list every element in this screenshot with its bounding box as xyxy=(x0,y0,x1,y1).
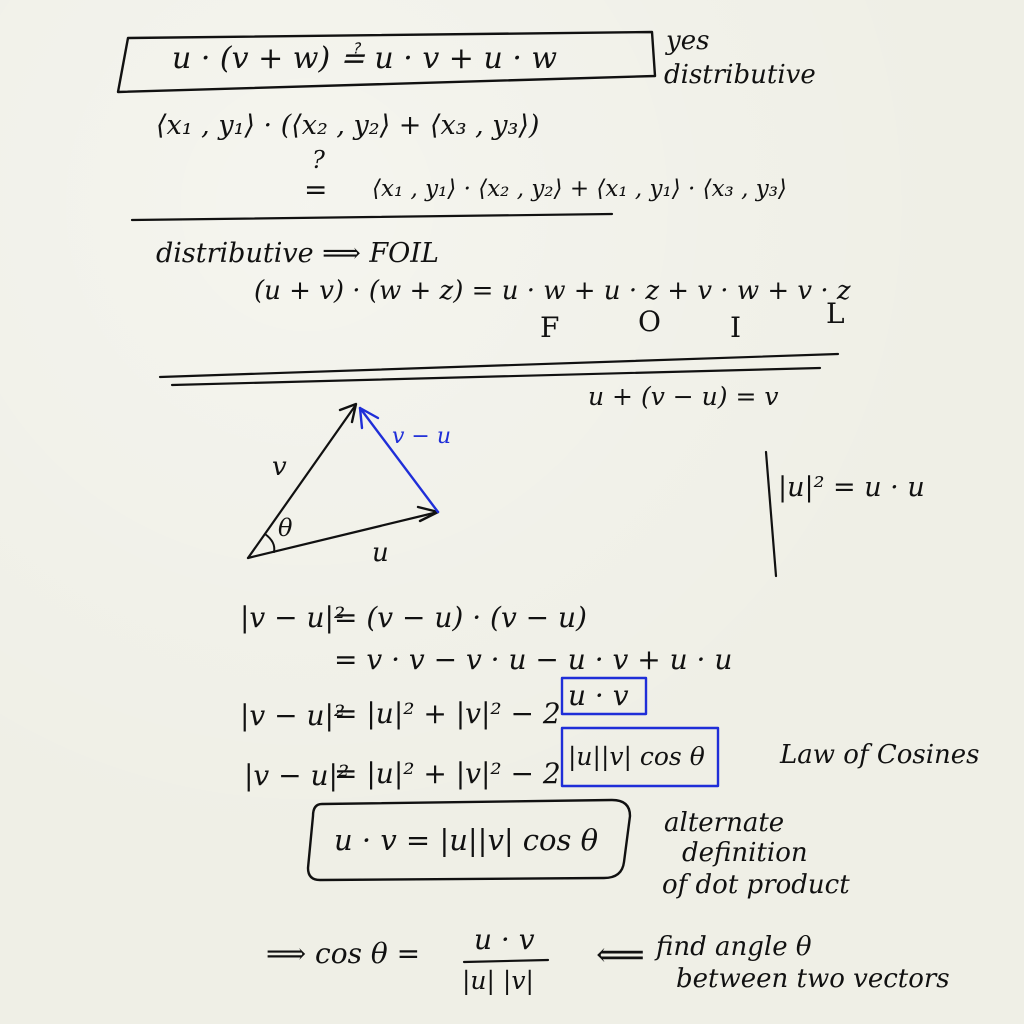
triangle-label-diff: v − u xyxy=(392,424,452,449)
alt-def-line2: definition xyxy=(682,838,808,868)
foil-letter-f: F xyxy=(540,311,560,344)
derivation-1-rhs: = (v − u) · (v − u) xyxy=(334,601,587,634)
derivation-4-boxed: |u||v| cos θ xyxy=(568,742,705,771)
derivation-3-rhs: = |u|² + |v|² − 2 xyxy=(334,697,561,730)
find-arrow: ⟸ xyxy=(596,935,645,975)
derivation-4-rhs: = |u|² + |v|² − 2 xyxy=(334,757,561,790)
alt-def-line3: of dot product xyxy=(662,870,850,900)
derivation-1-lhs: |v − u|² xyxy=(240,601,346,634)
distributive-question: u · (v + w) ≟ u · v + u · w xyxy=(172,41,558,76)
foil-letter-l: L xyxy=(826,297,845,330)
component-lhs: ⟨x₁ , y₁⟩ · (⟨x₂ , y₂⟩ + ⟨x₃ , y₃⟩) xyxy=(156,110,540,141)
triangle-label-u: u xyxy=(372,538,389,568)
boxed-result: u · v = |u||v| cos θ xyxy=(334,823,599,857)
divider-2a xyxy=(160,354,838,377)
find-angle-line2: between two vectors xyxy=(676,964,950,994)
triangle-label-v: v xyxy=(272,452,287,482)
find-angle-line1: find angle θ xyxy=(656,932,812,962)
vertical-divider xyxy=(766,452,776,576)
eq-sign: = xyxy=(304,173,328,206)
cos-formula-prefix: ⟹ cos θ = xyxy=(266,937,421,970)
foil-heading: distributive ⟹ FOIL xyxy=(156,238,439,269)
vector-sum-equation: u + (v − u) = v xyxy=(588,382,779,411)
derivation-3-boxed: u · v xyxy=(568,679,629,712)
answer-distributive: distributive xyxy=(664,60,816,90)
norm-identity: |u|² = u · u xyxy=(778,472,925,503)
foil-letter-i: I xyxy=(730,311,742,344)
divider-1 xyxy=(132,214,612,220)
answer-yes: yes xyxy=(666,26,710,56)
triangle-label-theta: θ xyxy=(278,514,293,542)
alt-def-line1: alternate xyxy=(664,808,785,838)
derivation-2-rhs: = v · v − v · u − u · v + u · u xyxy=(334,643,733,676)
component-rhs: ⟨x₁ , y₁⟩ · ⟨x₂ , y₂⟩ + ⟨x₁ , y₁⟩ · ⟨x₃ , y₃⟩ xyxy=(372,176,787,202)
theta-arc xyxy=(265,534,274,552)
foil-letter-o: O xyxy=(638,305,661,338)
fraction-bar xyxy=(464,960,548,962)
foil-expansion: (u + v) · (w + z) = u · w + u · z + v · w + v · z xyxy=(254,276,851,306)
law-of-cosines-note: Law of Cosines xyxy=(780,740,980,770)
cos-numerator: u · v xyxy=(474,923,535,956)
derivation-4-lhs: |v − u|² xyxy=(244,759,350,792)
derivation-3-lhs: |v − u|² xyxy=(240,699,346,732)
q-mark: ? xyxy=(312,146,325,174)
cos-denominator: |u| |v| xyxy=(462,966,534,995)
